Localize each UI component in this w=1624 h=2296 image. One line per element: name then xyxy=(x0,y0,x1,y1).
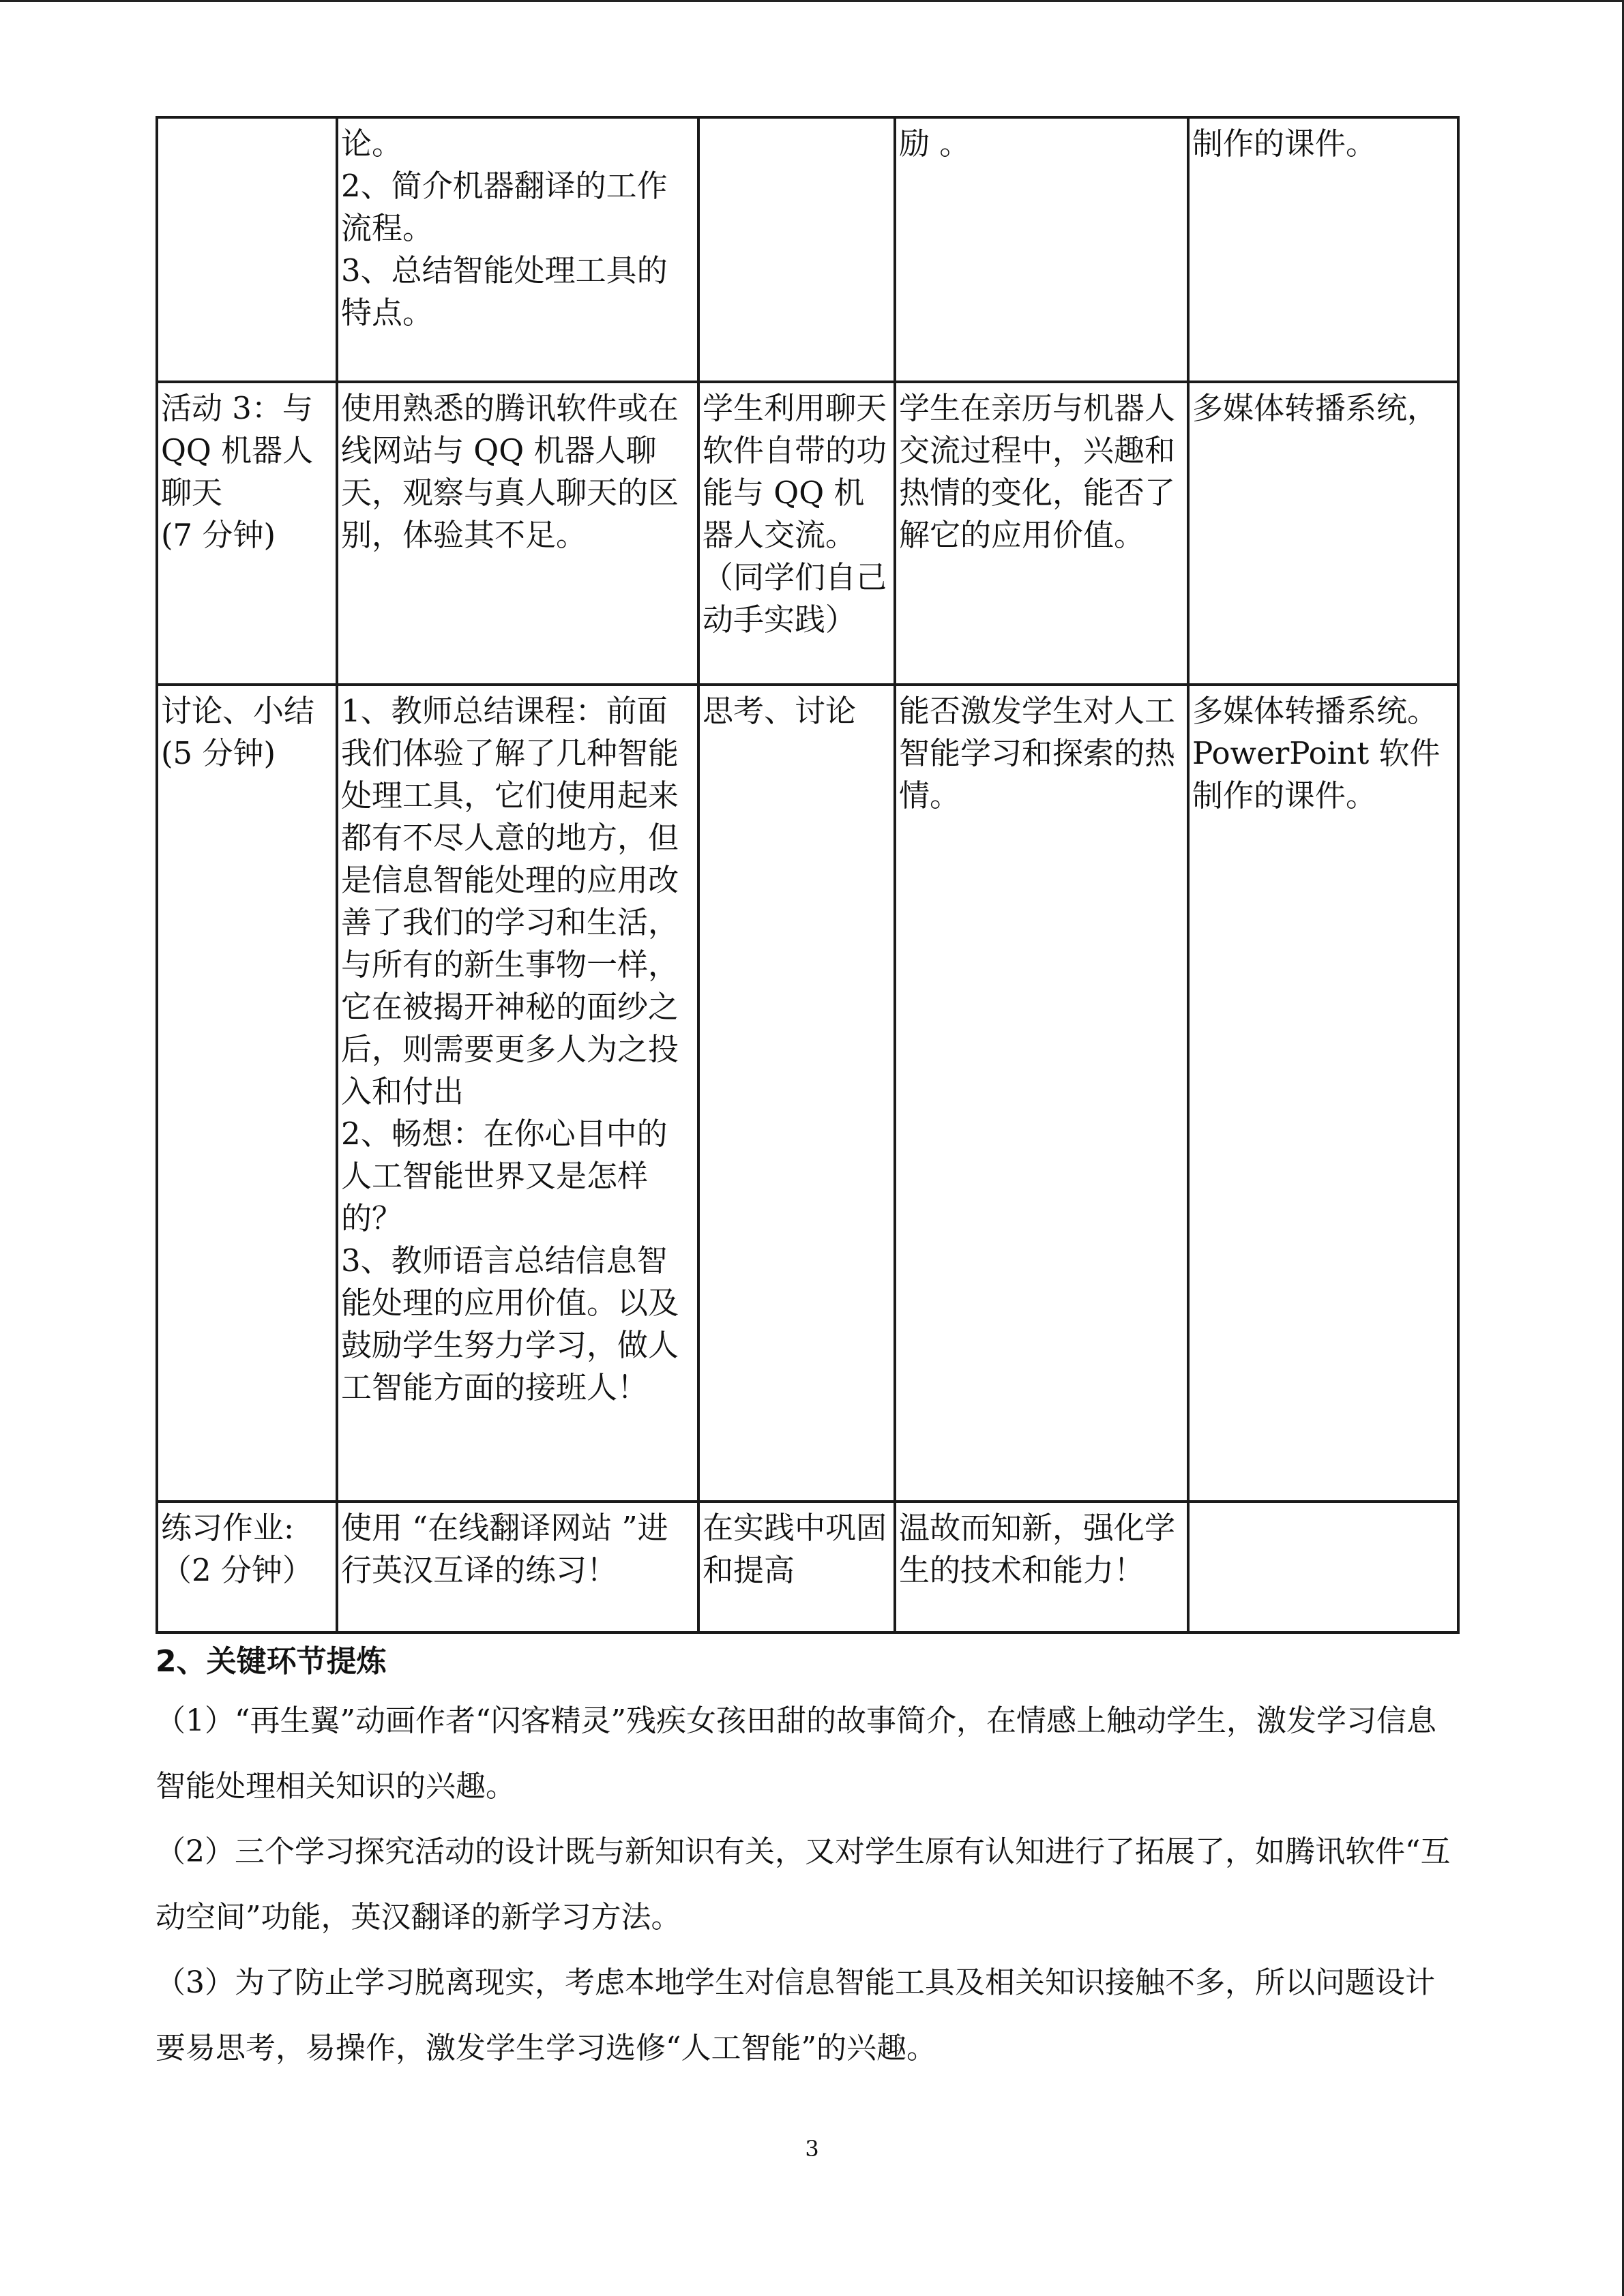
table-cell-media: 多媒体转播系统， xyxy=(1188,382,1458,685)
page-top-border xyxy=(0,0,1624,2)
table-cell-media: 多媒体转播系统。PowerPoint 软件制作的课件。 xyxy=(1188,685,1458,1502)
page-number: 3 xyxy=(805,2136,819,2162)
table-cell-student-activity: 在实践中巩固和提高 xyxy=(698,1502,895,1632)
table-cell-student-activity: 学生利用聊天软件自带的功能与 QQ 机器人交流。（同学们自己动手实践） xyxy=(698,382,895,685)
table-cell-student-activity: 思考、讨论 xyxy=(698,685,895,1502)
table-cell-student-activity xyxy=(698,117,895,382)
table-row xyxy=(157,685,1458,1502)
table-cell-teacher-activity: 论。 2、简介机器翻译的工作流程。 3、总结智能处理工具的特点。 xyxy=(337,117,698,382)
table-cell-evaluation: 学生在亲历与机器人交流过程中，兴趣和热情的变化，能否了解它的应用价值。 xyxy=(895,382,1188,685)
table-cell-stage: 练习作业: （2 分钟） xyxy=(157,1502,337,1632)
table-cell-stage xyxy=(157,117,337,382)
section-paragraph-1: （1）“再生翼”动画作者“闪客精灵”残疾女孩田甜的故事简介，在情感上触动学生，激发学习信息智能处理相关知识的兴趣。 xyxy=(156,1703,1436,1804)
table-cell-evaluation: 励 。 xyxy=(895,117,1188,382)
table-cell-teacher-activity: 使用 “在线翻译网站 ”进行英汉互译的练习！ xyxy=(337,1502,698,1632)
table-cell-media: 制作的课件。 xyxy=(1188,117,1458,382)
section-heading: 2、关键环节提炼 xyxy=(156,1644,387,1679)
section-paragraph-3: （3）为了防止学习脱离现实，考虑本地学生对信息智能工具及相关知识接触不多，所以问题设计要易思考，易操作，激发学生学习选修“人工智能”的兴趣。 xyxy=(156,1965,1435,2066)
lesson-plan-table xyxy=(156,116,1460,1634)
table-row xyxy=(157,117,1458,382)
table-cell-teacher-activity: 使用熟悉的腾讯软件或在线网站与 QQ 机器人聊天，观察与真人聊天的区别，体验其不足。 xyxy=(337,382,698,685)
table-cell-stage: 讨论、小结 (5 分钟) xyxy=(157,685,337,1502)
section-paragraph-2: （2）三个学习探究活动的设计既与新知识有关，又对学生原有认知进行了拓展了，如腾讯软件“互动空间”功能，英汉翻译的新学习方法。 xyxy=(156,1834,1451,1935)
table-row xyxy=(157,1502,1458,1632)
table-cell-media xyxy=(1188,1502,1458,1632)
table-cell-teacher-activity: 1、教师总结课程：前面我们体验了解了几种智能处理工具，它们使用起来都有不尽人意的地方，但是信息智能处理的应用改善了我们的学习和生活，与所有的新生事物一样，它在被揭开神秘的面纱之后，则需要更多人为之投入和付出 2、畅想：在你心目中的人工智能世界又是怎样的？ 3、教师语言总结信息智能处理的应用价值。以及鼓励学生努力学习，做人工智能方面的接班人！ xyxy=(337,685,698,1502)
table-cell-evaluation: 温故而知新，强化学生的技术和能力！ xyxy=(895,1502,1188,1632)
table-cell-evaluation: 能否激发学生对人工智能学习和探索的热情。 xyxy=(895,685,1188,1502)
table-cell-stage: 活动 3：与QQ 机器人聊天 (7 分钟) xyxy=(157,382,337,685)
table-row xyxy=(157,382,1458,685)
